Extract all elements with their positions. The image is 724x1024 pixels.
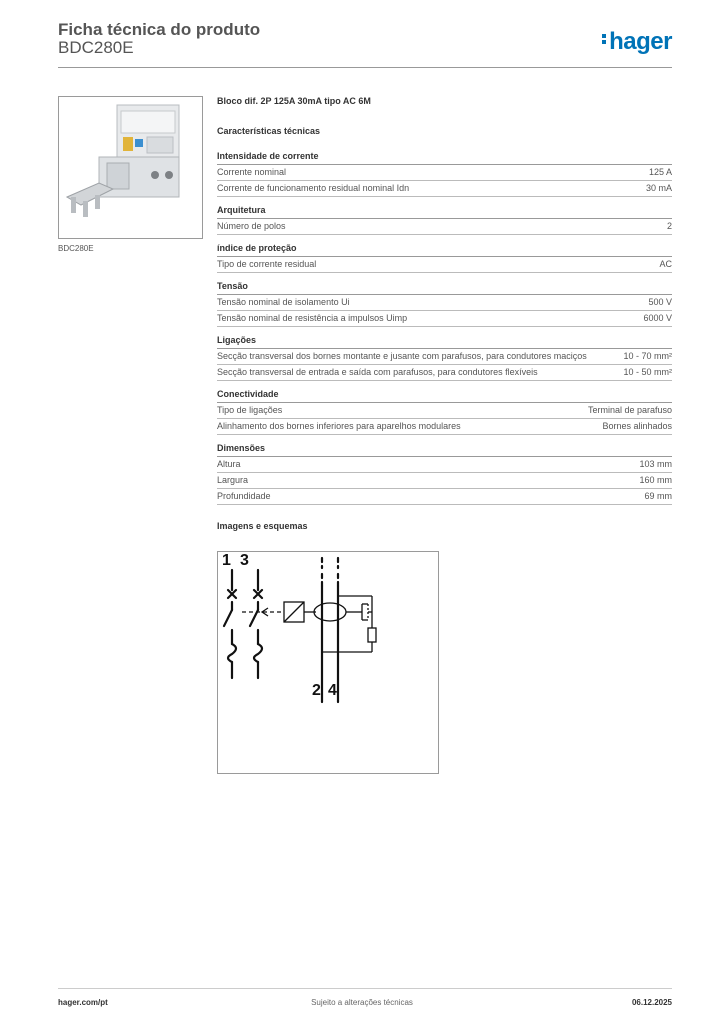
spec-label: Altura [217, 459, 241, 469]
spec-row [217, 403, 672, 419]
spec-section-connections [217, 335, 672, 381]
footer-website: hager.com/pt [58, 998, 108, 1007]
spec-label: Tensão nominal de isolamento Ui [217, 297, 350, 307]
product-description: Bloco dif. 2P 125A 30mA tipo AC 6M [217, 96, 371, 106]
footer-note: Sujeito a alterações técnicas [311, 998, 413, 1007]
spec-section-protection [217, 243, 672, 273]
spec-row [217, 295, 672, 311]
spec-value: Bornes alinhados [602, 421, 672, 431]
terminal-label-1: 1 [222, 552, 231, 569]
terminal-label-2: 2 [312, 682, 321, 699]
spec-row [217, 365, 672, 381]
spec-label: Tensão nominal de resistência a impulsos Uimp [217, 313, 408, 323]
spec-section-dimensions [217, 443, 672, 505]
spec-value: 160 mm [639, 475, 672, 485]
spec-label: Corrente de funcionamento residual nominal Idn [217, 183, 410, 193]
footer-divider [58, 988, 672, 989]
spec-value: 2 [666, 221, 672, 231]
spec-label: Secção transversal de entrada e saída com parafusos, para condutores flexíveis [217, 367, 538, 377]
spec-value: 500 V [648, 297, 672, 307]
product-photo-illustration [59, 97, 202, 238]
tech-specs-title: Características técnicas [217, 126, 321, 136]
page-title: Ficha técnica do produto [58, 20, 261, 39]
header-divider [58, 67, 672, 68]
terminal-label-3: 3 [240, 552, 249, 569]
spec-label: Alinhamento dos bornes inferiores para aparelhos modulares [217, 421, 461, 431]
photo-caption: BDC280E [58, 244, 94, 253]
spec-row [217, 457, 672, 473]
terminal-label-4: 4 [328, 682, 337, 699]
section-title: Arquitetura [217, 205, 672, 219]
wiring-schematic [218, 552, 438, 773]
spec-section-architecture [217, 205, 672, 235]
spec-value: Terminal de parafuso [587, 405, 672, 415]
spec-value: 10 - 70 mm² [623, 351, 672, 361]
spec-row [217, 349, 672, 365]
spec-row [217, 219, 672, 235]
spec-row [217, 311, 672, 327]
logo-dots-icon [602, 32, 607, 46]
spec-row [217, 489, 672, 505]
spec-value: 125 A [648, 167, 672, 177]
spec-label: Tipo de ligações [217, 405, 283, 415]
spec-section-current [217, 151, 672, 197]
spec-label: Corrente nominal [217, 167, 287, 177]
wiring-diagram [217, 551, 439, 774]
images-section-title: Imagens e esquemas [217, 521, 308, 531]
spec-section-voltage [217, 281, 672, 327]
footer-date: 06.12.2025 [631, 998, 672, 1007]
spec-value: 6000 V [643, 313, 672, 323]
spec-label: Largura [217, 475, 249, 485]
section-title: Tensão [217, 281, 672, 295]
section-title: Ligações [217, 335, 672, 349]
spec-row [217, 473, 672, 489]
spec-section-connectivity [217, 389, 672, 435]
product-photo [58, 96, 203, 239]
product-details [217, 96, 672, 535]
spec-row [217, 165, 672, 181]
product-code: BDC280E [58, 38, 134, 57]
spec-value: AC [659, 259, 672, 269]
hager-logo [602, 28, 672, 56]
spec-label: Secção transversal dos bornes montante e jusante com parafusos, para condutores maciços [217, 351, 587, 361]
spec-value: 30 mA [645, 183, 672, 193]
logo-text: hager [609, 28, 672, 55]
spec-row [217, 257, 672, 273]
spec-value: 103 mm [639, 459, 672, 469]
spec-label: Número de polos [217, 221, 286, 231]
spec-label: Profundidade [217, 491, 271, 501]
spec-label: Tipo de corrente residual [217, 259, 317, 269]
section-title: Dimensões [217, 443, 672, 457]
spec-row [217, 419, 672, 435]
section-title: Conectividade [217, 389, 672, 403]
section-title: índice de proteção [217, 243, 672, 257]
section-title: Intensidade de corrente [217, 151, 672, 165]
spec-row [217, 181, 672, 197]
spec-value: 69 mm [644, 491, 672, 501]
spec-value: 10 - 50 mm² [623, 367, 672, 377]
